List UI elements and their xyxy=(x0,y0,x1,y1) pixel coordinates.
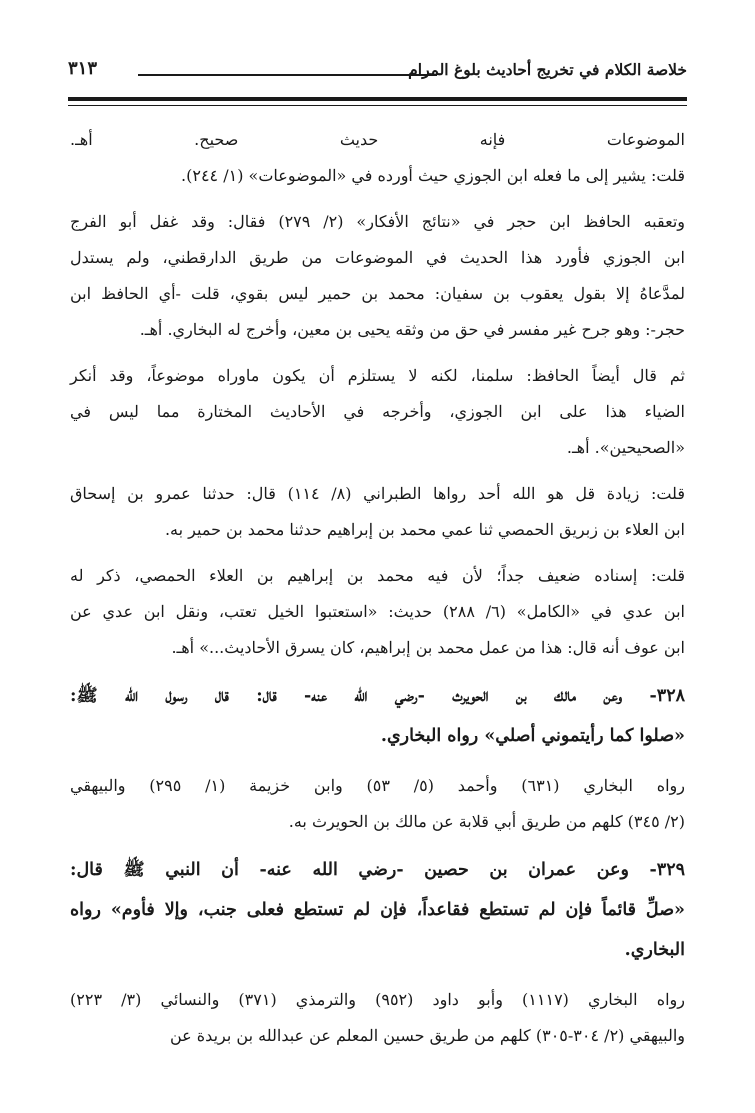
page-body xyxy=(70,122,685,1064)
text-line: ثم قال أيضاً الحافظ: سلمنا، لكنه لا يستلزم أن يكون ماوراه موضوعاً، وقد أنكر xyxy=(70,366,685,385)
hadith-paragraph xyxy=(70,850,685,970)
commentary-paragraph xyxy=(70,558,685,666)
header-divider-thin xyxy=(68,105,687,106)
header-rule xyxy=(138,74,437,76)
page-number: ٣١٣ xyxy=(68,58,98,79)
text-line: ابن العلاء بن زبريق الحمصي ثنا عمي محمد بن إبراهيم حدثنا محمد بن حمير به. xyxy=(164,520,685,539)
running-header xyxy=(68,58,687,88)
text-line: «الصحيحين». أهـ. xyxy=(566,438,685,457)
text-line: الموضوعات فإنه حديث صحيح. أهـ. xyxy=(70,130,685,149)
text-line: «صلوا كما رأيتموني أصلي» رواه البخاري. xyxy=(380,726,685,746)
text-line: ٣٢٨- وعن مالك بن الحويرث -رضي الله عنه- قال: قال رسول الله ﷺ: xyxy=(70,686,685,706)
text-line: قلت: يشير إلى ما فعله ابن الجوزي حيث أورده في «الموضوعات» (١/ ٢٤٤). xyxy=(181,166,685,185)
text-line: البخاري. xyxy=(624,940,685,960)
commentary-paragraph xyxy=(70,122,685,194)
text-line: وتعقبه الحافظ ابن حجر في «نتائج الأفكار» (٢/ ٢٧٩) فقال: وقد غفل أبو الفرج xyxy=(70,212,685,231)
commentary-paragraph xyxy=(70,358,685,466)
text-line: رواه البخاري (٦٣١) وأحمد (٥/ ٥٣) وابن خزيمة (١/ ٢٩٥) والبيهقي xyxy=(70,776,685,795)
text-line: ابن عوف أنه قال: هذا من عمل محمد بن إبراهيم، كان يسرق الأحاديث...» أهـ. xyxy=(171,638,685,657)
hadith-paragraph xyxy=(70,676,685,756)
text-line: قلت: إسناده ضعيف جداً؛ لأن فيه محمد بن إبراهيم بن العلاء الحمصي، ذكر له xyxy=(70,566,685,585)
text-line: قلت: زيادة قل هو الله أحد رواها الطبراني (٨/ ١١٤) قال: حدثنا عمرو بن إسحاق xyxy=(70,484,685,503)
text-line: حجر-: وهو جرح غير مفسر في حق من وثقه يحيى بن معين، وأخرج له البخاري. أهـ. xyxy=(139,320,685,339)
commentary-paragraph xyxy=(70,476,685,548)
text-line: ابن الجوزي فأورد هذا الحديث في الموضوعات من طريق الدارقطني، ولم يستدل xyxy=(70,248,685,267)
text-line: (٢/ ٣٤٥) كلهم من طريق أبي قلابة عن مالك بن الحويرث به. xyxy=(288,812,685,831)
book-title: خلاصة الكلام في تخريج أحاديث بلوغ المرام xyxy=(408,60,687,79)
text-line: «صلِّ قائماً فإن لم تستطع فقاعداً، فإن لم تستطع فعلى جنب، وإلا فأوم» رواه xyxy=(70,900,685,920)
text-line: رواه البخاري (١١١٧) وأبو داود (٩٥٢) والترمذي (٣٧١) والنسائي (٣/ ٢٢٣) xyxy=(70,990,686,1009)
text-line: ٣٢٩- وعن عمران بن حصين -رضي الله عنه- أن النبي ﷺ قال: xyxy=(70,860,685,880)
commentary-paragraph xyxy=(70,768,685,840)
header-divider-thick xyxy=(68,97,687,101)
text-line: ابن عدي في «الكامل» (٦/ ٢٨٨) حديث: «استعتبوا الخيل تعتب، ونقل ابن عدي عن xyxy=(70,602,685,621)
text-line: لمدَّعاهُ إلا بقول يعقوب بن سفيان: محمد بن حمير ليس بقوي، قلت -أي الحافظ ابن xyxy=(70,284,685,303)
commentary-paragraph xyxy=(70,982,685,1054)
commentary-paragraph xyxy=(70,204,685,348)
text-line: الضياء هذا على ابن الجوزي، وأخرجه في الأحاديث المختارة مما ليس في xyxy=(70,402,685,421)
text-line: والبيهقي (٢/ ٣٠٤-٣٠٥) كلهم من طريق حسين المعلم عن عبدالله بن بريدة عن xyxy=(169,1026,685,1045)
